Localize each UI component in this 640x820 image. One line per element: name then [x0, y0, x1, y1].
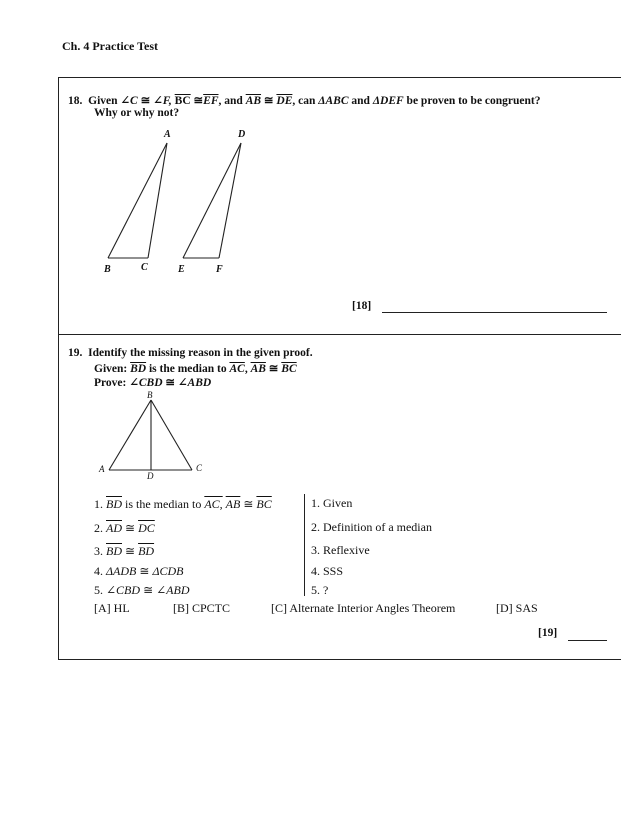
side-bc: [151, 400, 192, 470]
q18-given: Given: [88, 95, 118, 107]
q19-label-a: A: [99, 464, 105, 474]
q18-label-c: C: [141, 262, 148, 273]
q18-label-a: A: [164, 129, 171, 140]
reason-3: 3. Reflexive: [311, 543, 370, 557]
q18-label-f: F: [216, 264, 223, 275]
congruent-symbol: ≅: [140, 95, 151, 107]
q19-prove-angle-cbd: ∠CBD: [129, 377, 163, 389]
statement-2: 2. $\overline{AD}$ ≅ $\overline{DC}$: [94, 521, 155, 535]
q18-seg-ef: $\overline{EF}$: [203, 95, 219, 107]
q18-answer-label: [18]: [352, 300, 372, 312]
tri2-side-df: [219, 143, 241, 258]
reason-1: 1. Given: [311, 496, 353, 510]
q18-seg-ab: $\overline{AB}$: [245, 95, 262, 107]
tri1-side-ac: [148, 143, 167, 258]
q18-prompt: [68, 93, 541, 107]
q18-angle-c: ∠C: [120, 95, 138, 107]
q19-label-d: D: [147, 471, 154, 481]
middle-rule: [58, 334, 621, 335]
q18-answer-line[interactable]: [382, 312, 607, 313]
q18-tri-def: ΔDEF: [372, 95, 404, 107]
reason-2: 2. Definition of a median: [311, 520, 432, 534]
choice-c[interactable]: [C] Alternate Interior Angles Theorem: [271, 601, 456, 615]
q18-line2: Why or why not?: [94, 107, 180, 119]
congruent-symbol: ≅: [193, 95, 204, 107]
q19-number: 19.: [68, 347, 83, 359]
q18-number: 18.: [68, 95, 83, 107]
q19-prove-angle-abd: ∠ABD: [177, 377, 212, 389]
statement-4: 4. ΔADB ≅ ΔCDB: [94, 564, 184, 578]
q18-label-e: E: [178, 264, 185, 275]
q19-given: Given:: [94, 363, 128, 375]
q19-prove-row: [94, 375, 211, 389]
q18-tri-abc: ΔABC: [318, 95, 349, 107]
q19-answer-line[interactable]: [568, 640, 607, 641]
q18-seg-de: $\overline{DE}$: [276, 95, 293, 107]
tri2-side-de: [183, 143, 241, 258]
q19-seg-bc: $\overline{BC}$: [281, 363, 297, 375]
q19-prove: Prove:: [94, 377, 127, 389]
q19-seg-ac: $\overline{AC}$: [229, 363, 245, 375]
q18-seg-bc: $\overline{BC}$: [174, 95, 191, 107]
q19-answer-label: [19]: [538, 627, 558, 639]
q18-tail: be proven to be congruent?: [406, 95, 541, 107]
q18-angle-f: ∠F,: [153, 95, 172, 107]
q18-can: , can: [292, 95, 316, 107]
choice-b[interactable]: [B] CPCTC: [173, 601, 231, 615]
q19-title: Identify the missing reason in the given proof.: [88, 347, 313, 359]
reason-4: 4. SSS: [311, 564, 344, 578]
q18-label-d: D: [238, 129, 246, 140]
q19-triangle-diagram: [100, 395, 210, 480]
q18-triangles-diagram: [90, 125, 260, 290]
q19-label-b: B: [147, 390, 153, 400]
congruent-symbol: ≅: [165, 377, 176, 389]
congruent-symbol: ≅: [263, 95, 274, 107]
congruent-symbol: ≅: [268, 363, 279, 375]
statement-3: 3. $\overline{BD}$ ≅ $\overline{BD}$: [94, 544, 155, 558]
q19-given-row: Given: $\overline{BD}$ is the median to $\overline{AC}$, $\overline{AB}$ ≅ $\overline{BC}$: [94, 363, 297, 375]
q19-seg-bd: $\overline{BD}$: [130, 363, 147, 375]
q19-seg-ab: $\overline{AB}$: [250, 363, 266, 375]
q18-label-b: B: [104, 264, 111, 275]
choice-a[interactable]: [A] HL: [94, 601, 130, 615]
q18-and: , and: [218, 95, 243, 107]
proof-divider: [304, 494, 305, 596]
q19-median-text: is the median to: [148, 363, 227, 375]
q18-and2: and: [351, 95, 370, 107]
statement-1: 1. $\overline{BD}$ is the median to AC, $\overline{AB}$ ≅ $\overline{BC}$: [94, 497, 272, 511]
left-rule: [58, 77, 59, 660]
bottom-rule: [58, 659, 621, 660]
statement-5: 5. ∠CBD ≅ ∠ABD: [94, 583, 190, 597]
q19-label-c: C: [196, 463, 203, 473]
reason-5: 5. ?: [311, 583, 329, 597]
top-rule: [58, 77, 621, 78]
tri1-side-ab: [108, 143, 167, 258]
q19-title-row: [68, 347, 313, 359]
side-ab: [109, 400, 151, 470]
page-title: Ch. 4 Practice Test: [62, 39, 158, 53]
choice-d[interactable]: [D] SAS: [496, 601, 538, 615]
